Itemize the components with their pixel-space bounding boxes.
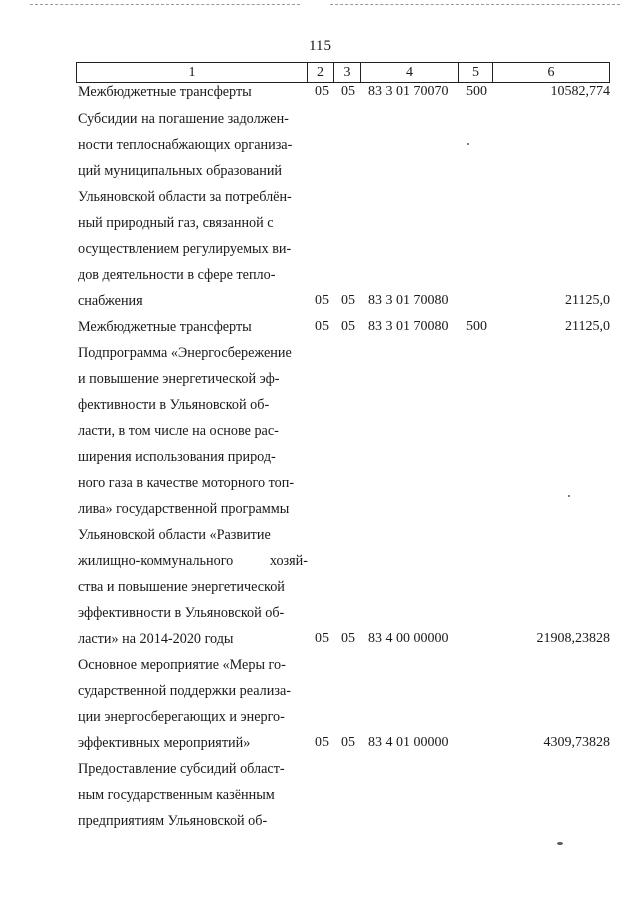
row-text-line: ласти, в том числе на основе рас- <box>78 423 279 439</box>
row-col-5: 500 <box>466 84 487 99</box>
row-col-4: 83 4 00 00000 <box>368 631 449 646</box>
row-text-line: Предоставление субсидий област- <box>78 761 285 777</box>
row-col-6: 10582,774 <box>550 84 610 99</box>
header-cell-1: 1 <box>77 63 308 82</box>
row-text-line: лива» государственной программы <box>78 501 290 517</box>
row-text-line: эффективных мероприятий» <box>78 735 251 751</box>
row-col-3: 05 <box>341 84 355 99</box>
row-text-line: Межбюджетные трансферты <box>78 319 252 335</box>
row-text-line: ласти» на 2014-2020 годы <box>78 631 234 647</box>
row-text-line-spaced <box>78 553 308 570</box>
row-text-line: снабжения <box>78 293 143 309</box>
table-header <box>76 62 610 83</box>
row-text-line: Ульяновской области «Развитие <box>78 527 271 543</box>
row-text-line: сударственной поддержки реализа- <box>78 683 291 699</box>
scan-border-dashes <box>330 4 620 6</box>
row-text-line: осуществлением регулируемых ви- <box>78 241 292 257</box>
row-col-4: 83 3 01 70070 <box>368 84 449 99</box>
row-text-line: ный природный газ, связанной с <box>78 215 274 231</box>
row-text-line: ции энергосберегающих и энерго- <box>78 709 285 725</box>
row-text-line: Субсидии на погашение задолжен- <box>78 111 289 127</box>
row-col-6: 21125,0 <box>565 293 610 308</box>
row-col-2: 05 <box>315 735 329 750</box>
row-col-4: 83 3 01 70080 <box>368 293 449 308</box>
row-col-4: 83 4 01 00000 <box>368 735 449 750</box>
row-text-line: ства и повышение энергетической <box>78 579 285 595</box>
row-text-line: ного газа в качестве моторного топ- <box>78 475 295 491</box>
row-col-3: 05 <box>341 735 355 750</box>
row-text-line: Основное мероприятие «Меры го- <box>78 657 286 673</box>
scan-border-dashes <box>30 4 300 6</box>
row-text-line: Межбюджетные трансферты <box>78 84 252 100</box>
row-text-line: ности теплоснабжающих организа- <box>78 137 293 153</box>
line-word: жилищно-коммунального <box>78 553 234 569</box>
line-word: хозяй- <box>269 553 308 569</box>
page-number: 115 <box>309 38 331 54</box>
row-text-line: фективности в Ульяновской об- <box>78 397 270 413</box>
row-text-line: ным государственным казённым <box>78 787 275 803</box>
header-cell-5: 5 <box>459 63 493 82</box>
row-text-line: ширения использования природ- <box>78 449 276 465</box>
row-col-6: 21125,0 <box>565 319 610 334</box>
row-text-line: ций муниципальных образований <box>78 163 283 179</box>
row-col-2: 05 <box>315 319 329 334</box>
row-text-line: Ульяновской области за потреблён- <box>78 189 292 205</box>
scan-speck <box>568 495 570 497</box>
header-cell-2: 2 <box>308 63 334 82</box>
header-cell-3: 3 <box>334 63 361 82</box>
row-text-line: предприятиям Ульяновской об- <box>78 813 268 829</box>
row-col-2: 05 <box>315 631 329 646</box>
header-cell-6: 6 <box>547 65 555 80</box>
row-col-6: 21908,23828 <box>536 631 610 646</box>
row-col-5: 500 <box>466 319 487 334</box>
scan-speck <box>557 842 563 845</box>
row-text-line: эффективности в Ульяновской об- <box>78 605 285 621</box>
row-col-3: 05 <box>341 293 355 308</box>
row-text-line: Подпрограмма «Энергосбережение <box>78 345 292 361</box>
header-cell-4: 4 <box>361 63 459 82</box>
scan-speck <box>467 143 469 145</box>
row-text-line: дов деятельности в сфере тепло- <box>78 267 276 283</box>
row-col-3: 05 <box>341 319 355 334</box>
row-col-3: 05 <box>341 631 355 646</box>
row-text-line: и повышение энергетической эф- <box>78 371 280 387</box>
row-col-2: 05 <box>315 293 329 308</box>
row-col-6: 4309,73828 <box>543 735 610 750</box>
row-col-4: 83 3 01 70080 <box>368 319 449 334</box>
row-col-2: 05 <box>315 84 329 99</box>
